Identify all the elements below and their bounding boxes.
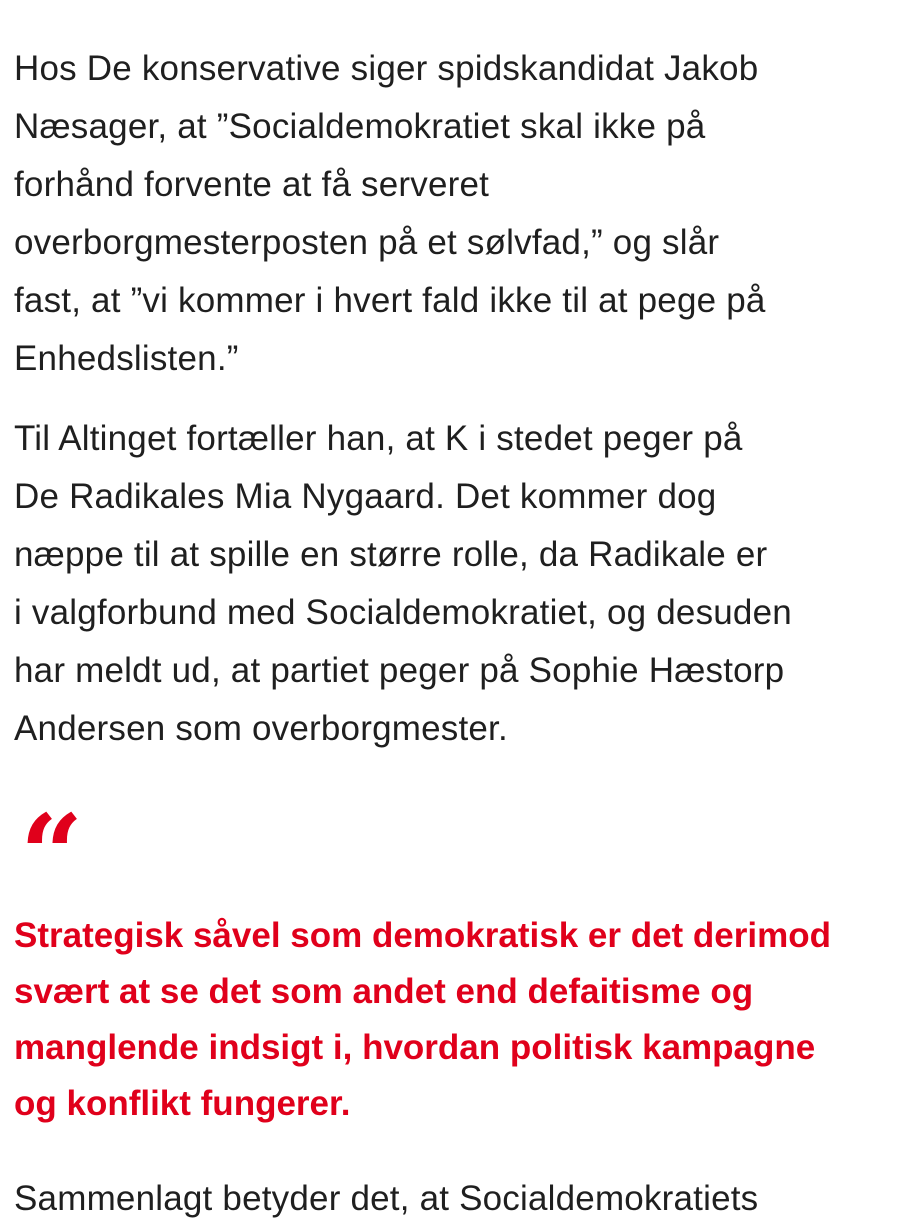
- paragraph-line: De Radikales Mia Nygaard. Det kommer dog: [14, 477, 717, 516]
- paragraph-altinget: [14, 410, 792, 758]
- paragraph-summary: [14, 1170, 758, 1228]
- paragraph-line: Sammenlagt betyder det, at Socialdemokratiets: [14, 1179, 759, 1218]
- pull-quote-line: svært at se det som andet end defaitisme og: [14, 972, 754, 1011]
- paragraph-line: overborgmesterposten på et sølvfad,” og slår: [14, 223, 720, 262]
- paragraph-line: Hos De konservative siger spidskandidat Jakob: [14, 49, 759, 88]
- paragraph-line: har meldt ud, at partiet peger på Sophie Hæstorp: [14, 651, 785, 690]
- paragraph-line: Andersen som overborgmester.: [14, 709, 508, 748]
- paragraph-line: i valgforbund med Socialdemokratiet, og desuden: [14, 593, 792, 632]
- paragraph-line: Næsager, at ”Socialdemokratiet skal ikke på: [14, 107, 706, 146]
- pull-quote-line: manglende indsigt i, hvordan politisk kampagne: [14, 1028, 816, 1067]
- quote-mark-icon: “: [20, 790, 84, 919]
- paragraph-line: forhånd forvente at få serveret: [14, 165, 490, 204]
- pull-quote-line: og konflikt fungerer.: [14, 1084, 351, 1123]
- paragraph-line: Til Altinget fortæller han, at K i stedet peger på: [14, 419, 743, 458]
- paragraph-line: Enhedslisten.”: [14, 339, 239, 378]
- paragraph-conservatives: [14, 40, 766, 388]
- pull-quote: [14, 908, 831, 1132]
- paragraph-line: næppe til at spille en større rolle, da Radikale er: [14, 535, 768, 574]
- pull-quote-line: Strategisk såvel som demokratisk er det derimod: [14, 916, 831, 955]
- paragraph-line: fast, at ”vi kommer i hvert fald ikke til at pege på: [14, 281, 766, 320]
